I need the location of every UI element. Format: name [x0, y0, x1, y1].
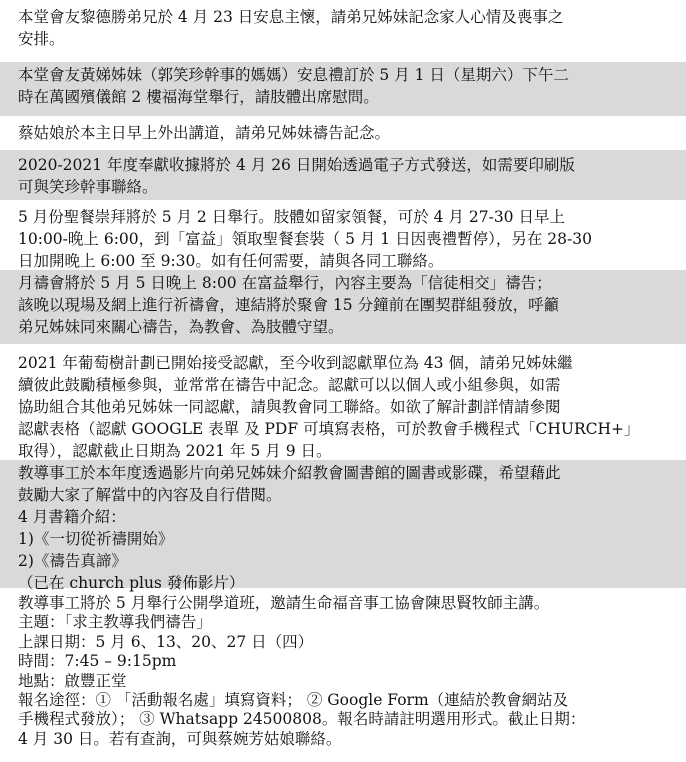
notice-line: 弟兄姊妹同來關心禱告，為教會、為肢體守望。 — [18, 318, 344, 336]
notice-line: 手機程式發放）； ③ Whatsapp 24500808。報名時請註明選用形式。截止日期： — [18, 710, 586, 729]
notice-line: 本堂會友黎德勝弟兄於 4 月 23 日安息主懷，請弟兄姊妹記念家人心情及喪事之 — [18, 8, 564, 26]
notice-line: 可與笑珍幹事聯絡。 — [18, 178, 158, 196]
notice-line: 10:00-晚上 6:00，到「富益」領取聖餐套裝（ 5 月 1 日因喪禮暫停），另在 28-30 — [18, 230, 592, 248]
notice-line: 協助組合其他弟兄姊妹一同認獻，請與教會同工聯絡。如欲了解計劃詳情請參閱 — [18, 398, 561, 416]
notice-5 — [0, 204, 686, 270]
notice-line: 主題：「求主教導我們禱告」 — [18, 613, 212, 632]
notice-7 — [0, 352, 686, 460]
notice-line: 2)《禱告真諦》 — [18, 552, 127, 570]
notice-line: 教導事工將於 5 月舉行公開學道班，邀請生命福音事工協會陳思賢牧師主講。 — [18, 594, 550, 612]
notice-line: 續彼此鼓勵積極參與，並常常在禱告中記念。認獻可以以個人或小組參與，如需 — [18, 376, 561, 394]
notice-line: 蔡姑娘於本主日早上外出講道，請弟兄姊妹禱告記念。 — [18, 124, 391, 142]
notice-line: 本堂會友黃娣姊妹（郭笑珍幹事的媽媽）安息禮訂於 5 月 1 日（星期六）下午二 — [18, 66, 569, 84]
notice-1 — [0, 6, 686, 50]
notice-line: 上課日期：5 月 6、13、20、27 日（四） — [18, 632, 314, 651]
notice-line: 2021 年葡萄樹計劃已開始接受認獻，至今收到認獻單位為 43 個，請弟兄姊妹繼 — [18, 354, 573, 372]
notice-line: 4 月書籍介紹： — [18, 508, 126, 526]
notice-9 — [0, 594, 686, 762]
notice-line: 時間：7:45 – 9:15pm — [18, 652, 177, 671]
notice-line: 鼓勵大家了解當中的內容及自行借閱。 — [18, 486, 282, 504]
notice-2 — [0, 62, 686, 116]
notice-line: 5 月份聖餐崇拜將於 5 月 2 日舉行。肢體如留家領餐，可於 4 月 27-30 日早上 — [18, 208, 565, 226]
notice-line: 認獻表格（認獻 GOOGLE 表單 及 PDF 可填寫表格，可於教會手機程式「CHURCH+」 — [18, 420, 640, 438]
notice-line: （已在 church plus 發佈影片） — [18, 574, 245, 592]
notice-line: 安排。 — [18, 30, 65, 48]
notice-line: 地點：啟豐正堂 — [18, 671, 127, 690]
notice-line: 取得），認獻截止日期為 2021 年 5 月 9 日。 — [18, 442, 332, 460]
notice-line: 報名途徑：① 「活動報名處」填寫資料； ② Google Form（連結於教會網站及 — [18, 691, 569, 710]
notice-line: 2020-2021 年度奉獻收據將於 4 月 26 日開始透過電子方式發送，如需要印刷版 — [18, 156, 575, 174]
notice-line: 該晚以現場及網上進行祈禱會，連結將於聚會 15 分鐘前在團契群組發放，呼籲 — [18, 296, 560, 314]
notice-line: 時在萬國殯儀館 2 樓福海堂舉行，請肢體出席慰問。 — [18, 88, 379, 106]
notice-line: 教導事工於本年度透過影片向弟兄姊妹介紹教會圖書館的圖書或影碟，希望藉此 — [18, 464, 561, 482]
notice-3 — [0, 118, 686, 148]
notice-line: 1)《一切從祈禱開始》 — [18, 530, 174, 548]
notice-line: 月禱會將於 5 月 5 日晚上 8:00 在富益舉行，內容主要為「信徒相交」禱告； — [18, 274, 552, 292]
notice-8 — [0, 460, 686, 592]
notice-6 — [0, 270, 686, 344]
notice-line: 4 月 30 日。若有查詢，可與蔡婉芳姑娘聯絡。 — [18, 729, 342, 748]
notice-4 — [0, 150, 686, 200]
notice-line: 日加開晚上 6:00 至 9:30。如有任何需要，請與各同工聯絡。 — [18, 252, 444, 270]
